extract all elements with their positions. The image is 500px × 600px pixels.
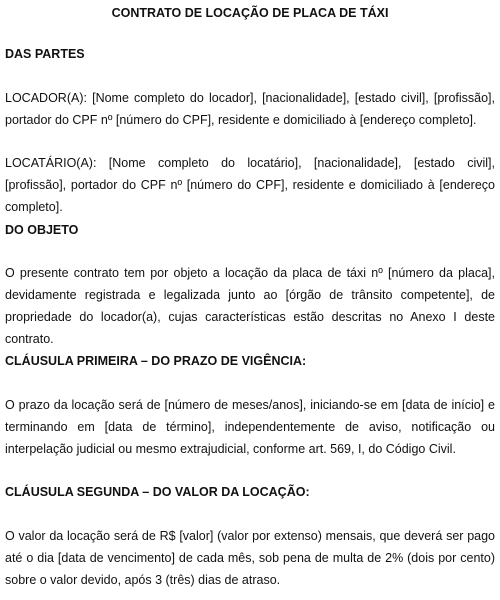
section-heading-objeto: DO OBJETO [5, 223, 79, 237]
section-heading-clausula-primeira: CLÁUSULA PRIMEIRA – DO PRAZO DE VIGÊNCIA: [5, 354, 307, 368]
paragraph-locatario: LOCATÁRIO(A): [Nome completo do locatário], [nacionalidade], [estado civil], [profissão], portador do CPF nº [número do CPF], residente e domiciliado à [endereço completo]. [5, 156, 495, 214]
section-heading-partes: DAS PARTES [5, 47, 85, 61]
paragraph-clausula-primeira: O prazo da locação será de [número de meses/anos], iniciando-se em [data de início] e terminando em [data de término], independentemente de aviso, notificação ou interpelação judicial ou mesmo extrajudicial, conforme art. 569, I, do Código Civil. [5, 398, 495, 456]
contract-document [5, 0, 495, 600]
paragraph-clausula-segunda: O valor da locação será de R$ [valor] (valor por extenso) mensais, que deverá ser pago até o dia [data de vencimento] de cada mês, sob pena de multa de 2% (dois por cento) sobre o valor devido, após 3 (três) dias de atraso. [5, 529, 495, 587]
paragraph-objeto: O presente contrato tem por objeto a locação da placa de táxi nº [número da placa], devidamente registrada e legalizada junto ao [órgão de trânsito competente], de propriedade do locador(a), cujas características estão descritas no Anexo I deste contrato. [5, 266, 495, 346]
document-title: CONTRATO DE LOCAÇÃO DE PLACA DE TÁXI [111, 6, 389, 20]
section-heading-clausula-segunda: CLÁUSULA SEGUNDA – DO VALOR DA LOCAÇÃO: [5, 485, 310, 499]
paragraph-locador: LOCADOR(A): [Nome completo do locador], [nacionalidade], [estado civil], [profissão], portador do CPF nº [número do CPF], residente e domiciliado à [endereço completo]. [5, 91, 495, 127]
